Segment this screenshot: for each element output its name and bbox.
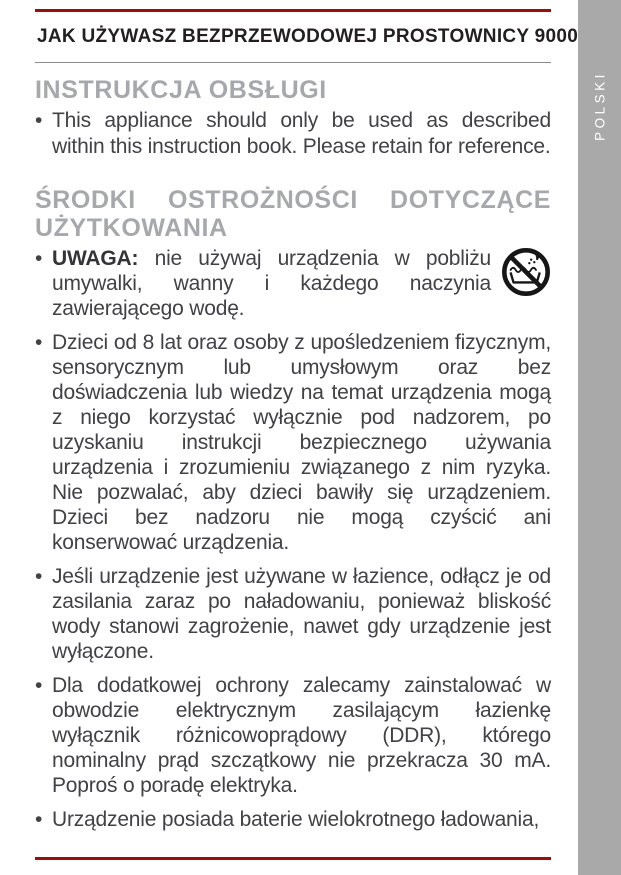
bullet-item: • UWAGA: nie używaj urządzenia w pobliżu umywalki, wanny i każdego naczynia zawierającego wodę.	[35, 246, 551, 321]
bullet-marker: •	[35, 331, 43, 354]
language-tab-label: POLSKI	[592, 71, 607, 141]
bullet-item: • This appliance should only be used as described within this instruction book. Please retain for reference.	[35, 109, 551, 158]
section-heading-1: ŚRODKI OSTROŻNOŚCI DOTYCZĄCE UŻYTKOWANIA	[35, 186, 551, 242]
language-tab	[578, 0, 621, 875]
bullet-item: • Dla dodatkowej ochrony zalecamy zainstalować w obwodzie elektrycznym zasilającym łazienkę wyłącznik różnicowoprądowy (DDR), którego nominalny prąd szczątkowy nie przekracza 30 mA. Poproś o poradę elektryka.	[35, 674, 551, 797]
header-divider	[35, 62, 551, 63]
section-heading-0: INSTRUKCJA OBSŁUGI	[35, 76, 327, 104]
bullet-marker: •	[35, 109, 43, 132]
bullet-marker: •	[35, 674, 43, 697]
bullet-marker: •	[35, 565, 43, 588]
bullet-lead: UWAGA:	[52, 247, 139, 270]
do-not-use-near-water-icon	[501, 247, 551, 297]
bullet-marker: •	[35, 247, 43, 270]
page-header-title: JAK UŻYWASZ BEZPRZEWODOWEJ PROSTOWNICY 9000	[37, 26, 579, 47]
bottom-rule	[35, 857, 551, 860]
bullet-item: • Dzieci od 8 lat oraz osoby z upośledzeniem fizycznym, sensorycznym lub umysłowym oraz bez doświadczenia lub wiedzy na temat urządzenia mogą z niego korzystać wyłącznie pod nadzorem, po uzyskaniu instrukcji bezpiecznego używania urządzenia i zrozumieniu związanego z nim ryzyka. Nie pozwalać, aby dzieci bawiły się urządzeniem. Dzieci bez nadzoru nie mogą czyścić ani konserwować urządzenia.	[35, 331, 551, 554]
sections-container	[35, 76, 551, 832]
bullet-marker: •	[35, 808, 43, 831]
bullet-item: • Urządzenie posiada baterie wielokrotnego ładowania,	[35, 808, 540, 831]
bullet-item: • Jeśli urządzenie jest używane w łazience, odłącz je od zasilania zaraz po naładowaniu, ponieważ bliskość wody stanowi zagrożenie, nawet gdy urządzenie jest wyłączone.	[35, 565, 551, 663]
page-content	[35, 12, 579, 841]
